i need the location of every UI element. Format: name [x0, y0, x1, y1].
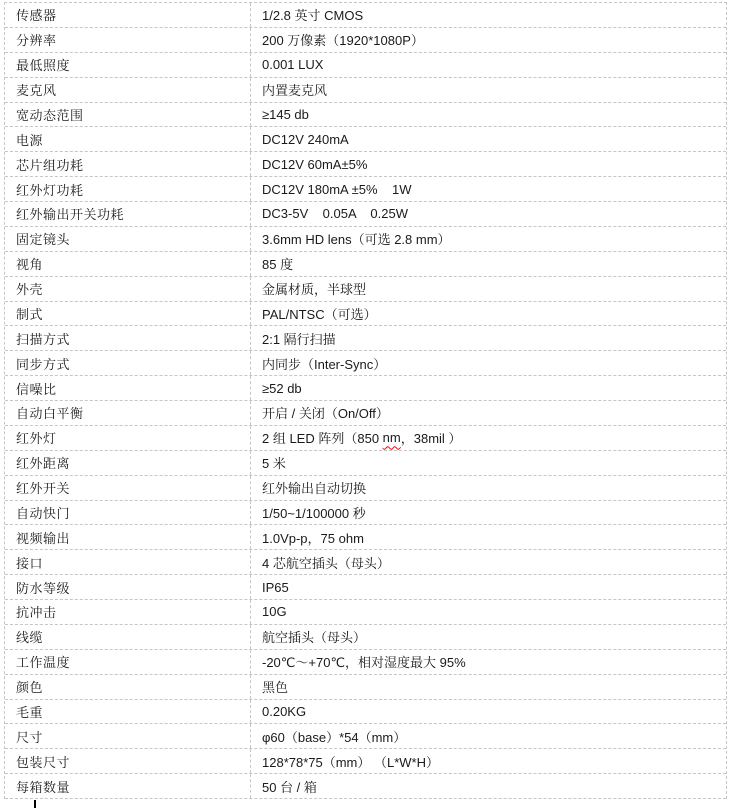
table-row: [5, 426, 726, 451]
spec-label: 红外灯功耗: [5, 177, 251, 201]
spec-value: 红外输出自动切换: [262, 481, 367, 497]
spec-value: 1.0Vp-p，75 ohm: [262, 530, 364, 546]
table-row: [5, 550, 726, 575]
spec-value: 开启 / 关闭（On/Off）: [262, 406, 389, 422]
spec-value: 50 台 / 箱: [262, 779, 317, 795]
table-row: [5, 227, 726, 252]
spec-label: 自动快门: [5, 501, 251, 525]
spec-label: 信噪比: [5, 376, 251, 400]
table-row: [5, 625, 726, 650]
spec-label: 同步方式: [5, 351, 251, 375]
table-row: [5, 476, 726, 501]
table-row: [5, 302, 726, 327]
table-row: [5, 376, 726, 401]
spec-value: 128*78*75（mm） （L*W*H）: [262, 754, 440, 770]
table-row: [5, 127, 726, 152]
table-row: [5, 351, 726, 376]
spec-label: 线缆: [5, 625, 251, 649]
table-row: [5, 326, 726, 351]
spec-value: 1/2.8 英寸 CMOS: [262, 8, 364, 24]
spec-value: 5 米: [262, 456, 286, 472]
spec-value: 3.6mm HD lens（可选 2.8 mm）: [262, 232, 451, 248]
spec-label: 接口: [5, 550, 251, 574]
spec-value: 85 度: [262, 257, 294, 273]
table-row: [5, 525, 726, 550]
spec-value: 0.001 LUX: [262, 57, 324, 73]
spec-value: ≥52 db: [262, 380, 302, 396]
table-row: [5, 53, 726, 78]
spec-label: 扫描方式: [5, 326, 251, 350]
spec-label: 宽动态范围: [5, 103, 251, 127]
spec-label: 包装尺寸: [5, 749, 251, 773]
table-row: [5, 600, 726, 625]
spec-value: 航空插头（母头）: [262, 630, 367, 646]
spec-value: 内置麦克风: [262, 83, 328, 99]
table-row: [5, 675, 726, 700]
spec-label: 红外开关: [5, 476, 251, 500]
spec-value: φ60（base）*54（mm）: [262, 729, 407, 745]
spec-label: 分辨率: [5, 28, 251, 52]
spec-value: 4 芯航空插头（母头）: [262, 555, 390, 571]
spec-value: 1/50~1/100000 秒: [262, 505, 366, 521]
spec-table: [4, 2, 727, 799]
table-row: [5, 277, 726, 302]
table-row: [5, 650, 726, 675]
spec-label: 毛重: [5, 700, 251, 724]
table-row: [5, 401, 726, 426]
spec-value: PAL/NTSC（可选）: [262, 306, 377, 322]
table-row: [5, 78, 726, 103]
spec-value: ≥145 db: [262, 106, 309, 122]
spec-label: 传感器: [5, 3, 251, 27]
spec-value: DC12V 60mA±5%: [262, 156, 368, 172]
spec-label: 工作温度: [5, 650, 251, 674]
table-row: [5, 103, 726, 128]
spec-value: 内同步（Inter-Sync）: [262, 356, 387, 372]
spec-label: 芯片组功耗: [5, 152, 251, 176]
spec-label: 视频输出: [5, 525, 251, 549]
spec-value: DC12V 180mA ±5% 1W: [262, 181, 412, 197]
table-row: [5, 252, 726, 277]
spec-value: DC12V 240mA: [262, 131, 349, 147]
spec-label: 红外输出开关功耗: [5, 202, 251, 226]
spec-value: 200 万像素（1920*1080P）: [262, 33, 424, 49]
table-row: [5, 451, 726, 476]
spec-value: 2 组 LED 阵列（850 nm ，38mil ）: [262, 430, 462, 447]
spec-label: 红外距离: [5, 451, 251, 475]
spec-label: 制式: [5, 302, 251, 326]
spec-value: 0.20KG: [262, 703, 307, 719]
table-row: [5, 3, 726, 28]
spec-value: 黑色: [262, 680, 289, 696]
spec-value: 2:1 隔行扫描: [262, 331, 336, 347]
spec-value: IP65: [262, 579, 289, 595]
spellcheck-underline: nm: [382, 430, 401, 446]
spec-value: DC3-5V 0.05A 0.25W: [262, 206, 408, 222]
table-row: [5, 700, 726, 725]
spec-value: 10G: [262, 604, 287, 620]
spec-label: 电源: [5, 127, 251, 151]
spec-value: -20℃～+70℃，相对湿度最大 95%: [262, 655, 466, 671]
table-row: [5, 575, 726, 600]
spec-label: 视角: [5, 252, 251, 276]
text-cursor: [34, 800, 36, 808]
spec-label: 抗冲击: [5, 600, 251, 624]
table-row: [5, 724, 726, 749]
spec-label: 每箱数量: [5, 774, 251, 798]
table-row: [5, 749, 726, 774]
spec-label: 最低照度: [5, 53, 251, 77]
spec-label: 防水等级: [5, 575, 251, 599]
spec-label: 颜色: [5, 675, 251, 699]
spec-label: 外壳: [5, 277, 251, 301]
spec-value: 金属材质，半球型: [262, 282, 367, 298]
spec-label: 自动白平衡: [5, 401, 251, 425]
spec-label: 红外灯: [5, 426, 251, 450]
spec-label: 尺寸: [5, 724, 251, 748]
table-row: [5, 774, 726, 799]
spec-label: 麦克风: [5, 78, 251, 102]
table-row: [5, 28, 726, 53]
table-row: [5, 501, 726, 526]
table-row: [5, 202, 726, 227]
table-row: [5, 152, 726, 177]
table-row: [5, 177, 726, 202]
spec-label: 固定镜头: [5, 227, 251, 251]
